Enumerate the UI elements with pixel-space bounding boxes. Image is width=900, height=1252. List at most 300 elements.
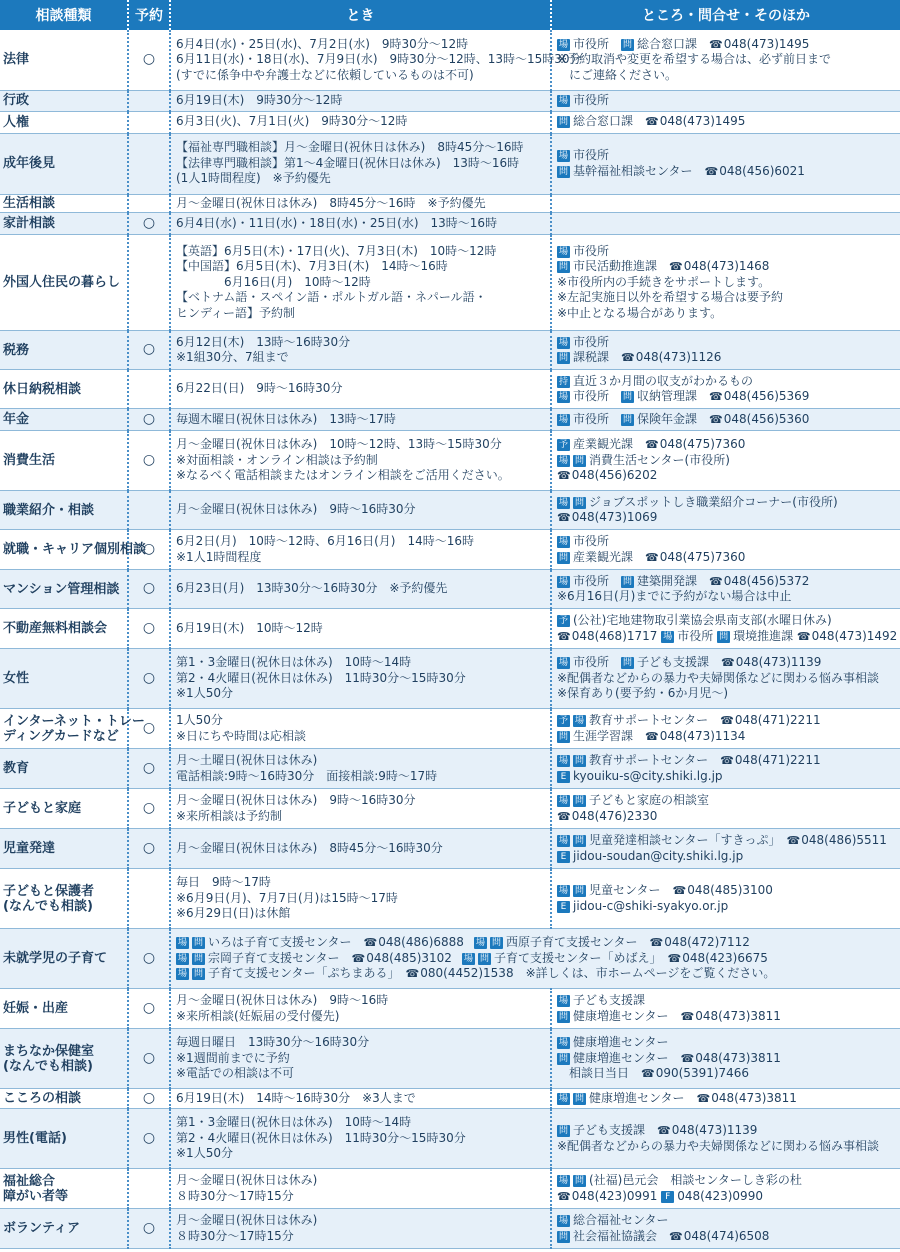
reservation-mark [128,491,170,530]
time-line: ※6月29日(日)は休館 [176,906,291,921]
wide-cell [170,929,900,989]
tag-badge: 場 [558,836,568,846]
info-text: 市役所 [573,243,610,258]
tag-badge: 持 [558,376,568,387]
info-cell [551,530,900,570]
info-text: 子育て支援センター「ぷちまある」 [208,966,406,981]
table-row [0,194,900,213]
phone-number: 048(485)3100 [687,883,773,897]
time-cell [170,90,551,111]
reservation-mark [128,111,170,133]
header-info: ところ・問合せ・そのほか [551,0,900,30]
info-line [557,713,897,729]
reservation-mark [128,133,170,194]
reservation-mark: ○ [128,530,170,570]
time-line: 【法律専門職相談】第1～4金曜日(祝休日は休み) 13時～16時 [176,155,520,170]
reservation-mark: ○ [128,431,170,491]
info-text: 課税課 [573,350,622,364]
info-text: (公社)宅地建物取引業協会県南支部(水曜日休み) [573,613,832,627]
info-text: 子ども支援課 [573,993,646,1007]
table-row [0,431,900,491]
info-cell [551,194,900,213]
info-text: jidou-c@shiki-syakyo.or.jp [573,898,729,913]
category-label: 妊娠・出産 [3,1001,69,1016]
info-text: いろは子育て支援センター [208,935,364,950]
category-cell [0,1209,128,1249]
info-line [557,37,897,53]
phone-icon: ☎ [557,1189,571,1203]
category-cell [0,431,128,491]
tag-badge: 問 [574,497,584,508]
phone-number: 048(473)1139 [671,1123,758,1137]
time-cell [170,235,551,331]
phone-number: 048(486)5511 [801,833,887,847]
tag-badge: 場 [558,392,568,402]
time-line: ※電話での相談は不可 [176,1066,295,1081]
info-line [557,793,897,809]
info-line [176,951,897,967]
info-line [557,148,897,164]
info-text: ※配偶者などからの暴力や夫婦関係などに関わる悩み事相談 [557,670,880,685]
info-line [557,1213,897,1229]
info-text: ※市役所内の手続きをサポートします。 [557,274,771,289]
info-line [557,350,897,366]
category-label: 福祉総合 [3,1173,56,1189]
table-row [0,409,900,431]
info-text: 教育サポートセンター [589,713,721,727]
time-line: 第1・3金曜日(祝休日は休み) 10時～14時 [176,655,412,670]
category-label: インターネット・トレー [3,713,145,729]
info-text: 市役所 [573,334,610,349]
info-line [557,613,897,629]
tag-badge: 問 [623,414,633,425]
time-line: 6月22日(日) 9時～16時30分 [176,381,343,396]
header-reservation: 予約 [128,0,170,30]
info-line [557,589,897,605]
info-text: 相談日当日 [557,1066,642,1081]
phone-icon: ☎ [696,1091,711,1105]
table-row [0,709,900,749]
phone-icon: ☎ [669,260,683,274]
info-cell [551,133,900,194]
reservation-mark [128,869,170,929]
info-line [557,1173,897,1189]
time-cell [170,1209,551,1249]
phone-number: 048(485)3102 [366,950,452,965]
category-cell [0,1089,128,1109]
time-line: 【中国語】6月5日(木)、7月3日(木) 14時～16時 [176,259,448,274]
info-text: 子育て支援センター「めばえ」 [493,950,668,965]
info-line [557,769,897,785]
time-line: (すでに係争中や弁護士などに依頼しているものは不可) [176,67,474,82]
tag-badge: 問 [558,166,568,177]
info-cell [551,869,900,929]
time-cell [170,1169,551,1209]
info-line [557,809,897,825]
info-text: 子ども支援課 [573,1123,658,1137]
info-text: ※左記実施日以外を希望する場合は要予約 [557,290,784,305]
category-label: 女性 [3,671,30,686]
reservation-mark: ○ [128,570,170,609]
phone-number: 048(473)1492 [811,628,898,643]
table-row [0,1029,900,1089]
reservation-mark: ○ [128,709,170,749]
info-text: kyouiku-s@city.shiki.lg.jp [573,768,723,783]
time-line: ８時30分～17時15分 [176,1188,294,1203]
phone-icon: ☎ [351,951,366,965]
category-label: 子どもと家庭 [3,801,82,816]
time-cell [170,111,551,133]
info-line [557,510,897,526]
phone-icon: ☎ [721,656,735,670]
time-line: 6月2日(月) 10時～12時、6月16日(月) 14時～16時 [176,534,474,548]
tag-badge: 問 [558,1053,568,1064]
reservation-mark: ○ [128,331,170,370]
time-line: 第1・3金曜日(祝休日は休み) 10時～14時 [176,1115,412,1130]
table-row [0,30,900,90]
category-label: 年金 [3,412,30,427]
time-line: 電話相談:9時～16時30分 面接相談:9時～17時 [176,768,438,783]
info-text: 総合窓口課 [637,36,710,51]
tag-badge: 場 [558,497,568,508]
info-cell [551,409,900,431]
info-text: ジョブスポットしき職業紹介コーナー(市役所) [589,494,838,509]
tag-badge: 問 [193,953,203,964]
table-row [0,331,900,370]
category-label: 職業紹介・相談 [3,502,95,518]
info-line [557,686,897,702]
tag-badge: 問 [623,658,633,669]
info-text: 市役所 [573,534,610,548]
info-cell [551,331,900,370]
reservation-mark: ○ [128,213,170,235]
table-row [0,1209,900,1249]
phone-icon: ☎ [669,1229,683,1243]
time-line: 6月19日(木) 14時～16時30分 ※3人まで [176,1090,416,1105]
tag-badge: 場 [663,631,673,642]
time-line: ※来所相談は予約制 [176,808,283,823]
info-cell [551,789,900,829]
tag-badge: 場 [558,1093,568,1104]
category-label: 不動産無料相談会 [3,621,108,636]
category-cell [0,789,128,829]
info-line [557,1051,897,1067]
time-line: ※日にちや時間は応相談 [176,728,307,743]
info-line [557,671,897,687]
info-line [557,534,897,550]
table-row [0,609,900,649]
reservation-mark: ○ [128,1109,170,1169]
info-text: にご連絡ください。 [557,67,678,82]
table-row [0,370,900,409]
reservation-mark: ○ [128,929,170,989]
time-line: 月～金曜日(祝休日は休み) 9時～16時 [176,993,389,1007]
phone-number: 048(473)1069 [571,510,658,524]
info-cell [551,649,900,709]
table-row [0,789,900,829]
phone-number: 048(473)1139 [735,655,822,670]
info-text: 市役所 [573,36,622,51]
info-line [557,833,897,849]
info-line [557,883,897,899]
info-line [557,306,897,322]
info-line [557,468,897,484]
category-label: 就職・キャリア個別相談 [3,542,147,557]
info-cell [551,370,900,409]
time-cell [170,370,551,409]
info-line [557,68,897,84]
time-cell [170,530,551,570]
info-text: 生涯学習課 [573,728,646,743]
time-line: 毎週日曜日 13時30分～16時30分 [176,1035,370,1050]
time-cell [170,829,551,869]
phone-number: 048(423)0991 [571,1188,658,1203]
category-label: 児童発達 [3,841,56,856]
info-text: 健康増進センター [589,1090,697,1105]
phone-number: 048(468)1717 [571,628,658,643]
header-time: とき [170,0,551,30]
phone-number: 048(456)6202 [571,468,658,483]
tag-badge: 場 [558,337,568,348]
info-line [557,164,897,180]
info-cell [551,1089,900,1109]
reservation-mark: ○ [128,789,170,829]
phone-icon: ☎ [667,951,682,965]
phone-number: 048(473)3811 [695,1008,781,1023]
phone-number: 048(473)1468 [683,259,770,274]
reservation-mark: ○ [128,649,170,709]
info-line [176,935,897,951]
info-text: 保険年金課 [637,411,710,426]
tag-badge: 問 [558,117,568,128]
table-row [0,929,900,989]
category-cell [0,1109,128,1169]
time-line: 【福祉専門職相談】月～金曜日(祝休日は休み) 8時45分～16時 [176,140,524,155]
table-row [0,570,900,609]
table-body [0,30,900,1249]
time-line: 毎週木曜日(祝休日は休み) 13時～17時 [176,411,396,426]
tag-badge: 問 [574,836,584,846]
time-cell [170,331,551,370]
info-text: 西原子育て支援センター [505,935,650,950]
info-line [557,453,897,469]
info-line [557,574,897,590]
tag-badge: 場 [558,151,568,161]
category-cell [0,649,128,709]
time-line: 6月11日(水)・18日(水)、7月9日(水) 9時30分～12時、13時～15時30分 [176,52,582,66]
table-row [0,133,900,194]
phone-number: 048(473)1134 [659,728,746,743]
info-cell [551,570,900,609]
info-cell [551,709,900,749]
category-cell [0,869,128,929]
time-line: ※1人50分 [176,1146,233,1161]
tag-badge: E [557,771,570,783]
category-label: (なんでも相談) [3,898,93,914]
info-text: 健康増進センター [573,1008,681,1023]
phone-number: 048(456)5360 [723,411,810,426]
reservation-mark: ○ [128,1089,170,1109]
info-text: 総合福祉センター [573,1213,669,1227]
phone-icon: ☎ [796,629,811,643]
tag-badge: 問 [574,1093,584,1104]
reservation-mark: ○ [128,749,170,789]
phone-icon: ☎ [657,1124,671,1137]
time-cell [170,749,551,789]
phone-icon: ☎ [621,351,635,364]
category-cell [0,111,128,133]
info-line [557,1139,897,1155]
phone-icon: ☎ [645,115,659,129]
phone-icon: ☎ [786,834,801,847]
time-line: 6月19日(木) 9時30分～12時 [176,92,343,107]
category-cell [0,989,128,1029]
time-line: 6月16日(月) 10時～12時 [176,274,371,289]
category-label: 法律 [3,52,30,68]
tag-badge: 問 [623,576,633,587]
category-label: 消費生活 [3,453,56,468]
tag-badge: 場 [463,953,473,964]
phone-icon: ☎ [649,936,664,950]
tag-badge: 場 [558,414,568,425]
info-line [557,244,897,260]
time-line: ※1組30分、7組まで [176,350,289,364]
phone-icon: ☎ [672,884,687,897]
info-cell [551,609,900,649]
phone-icon: ☎ [704,164,719,178]
category-cell [0,30,128,90]
tag-badge: 問 [558,353,568,363]
phone-number: 048(456)5369 [723,389,810,403]
reservation-mark: ○ [128,829,170,869]
time-line: (1人1時間程度) ※予約優先 [176,171,331,186]
phone-number: 048(475)7360 [659,549,746,564]
category-label: 税務 [3,342,30,358]
time-cell [170,570,551,609]
time-line: 月～金曜日(祝休日は休み) 10時～12時、13時～15時30分 [176,437,502,452]
tag-badge: 場 [558,576,568,587]
info-text: jidou-soudan@city.shiki.lg.jp [573,848,744,863]
table-row [0,989,900,1029]
time-line: 1人50分 [176,713,223,727]
category-label: 外国人住民の暮らし [3,275,121,290]
category-cell [0,929,128,989]
info-text: ※予約取消や変更を希望する場合は、必ず前日まで [557,52,832,66]
time-line: 第2・4火曜日(祝休日は休み) 11時30分～15時30分 [176,1130,466,1145]
phone-number: 048(471)2211 [734,713,821,727]
table-row [0,649,900,709]
table-row [0,1169,900,1209]
time-cell [170,1109,551,1169]
info-line [557,1189,897,1205]
phone-icon: ☎ [709,37,723,51]
info-line [557,753,897,769]
info-cell [551,749,900,789]
category-label: 生活相談 [3,195,56,211]
info-cell [551,111,900,133]
info-text: ※配偶者などからの暴力や夫婦関係などに関わる悩み事相談 [557,1138,880,1153]
phone-icon: ☎ [645,550,659,564]
info-text: 子どもと家庭の相談室 [589,793,710,807]
category-cell [0,235,128,331]
info-text: 子ども支援課 [637,655,722,670]
time-line: 月～金曜日(祝休日は休み) 9時～16時30分 [176,793,416,807]
time-line: 月～金曜日(祝休日は休み) 8時45分～16時 ※予約優先 [176,195,486,210]
phone-number: 048(476)2330 [571,808,658,823]
info-line [557,275,897,291]
reservation-mark: ○ [128,30,170,90]
category-cell [0,530,147,570]
tag-badge: 問 [558,262,568,273]
info-cell [551,431,900,491]
time-line: 6月23日(月) 13時30分～16時30分 ※予約優先 [176,581,448,596]
tag-badge: 場 [558,1216,568,1226]
info-text: 健康増進センター [573,1050,681,1065]
category-label: 人権 [3,114,30,130]
tag-badge: 問 [574,796,584,806]
tag-badge: 問 [558,731,568,742]
time-line: 月～金曜日(祝休日は休み) [176,1213,318,1227]
info-cell [551,90,900,111]
info-text: 消費生活センター(市役所) [589,452,730,467]
category-cell [0,194,128,213]
phone-icon: ☎ [680,1009,695,1023]
time-cell [170,609,551,649]
phone-number: 048(473)3811 [711,1090,797,1105]
tag-badge: 問 [574,1176,584,1186]
phone-icon: ☎ [709,390,723,403]
category-label: 家計相談 [3,216,56,231]
tag-badge: 場 [574,716,584,726]
info-text: 宗岡子育て支援センター [208,950,352,965]
category-cell [0,749,128,789]
info-text: 収納管理課 [637,389,710,403]
time-line: ※対面相談・オンライン相談は予約制 [176,452,378,467]
time-cell [170,1029,551,1089]
tag-badge: 予 [558,440,568,451]
info-text: 市役所 [573,655,622,670]
tag-badge: 問 [558,1231,568,1242]
phone-number: 048(473)1495 [723,36,810,51]
table-row [0,491,900,530]
category-label: ディングカードなど [3,728,119,744]
phone-icon: ☎ [557,629,571,643]
info-line [557,1009,897,1025]
time-line: 毎日 9時～17時 [176,875,271,890]
category-label: マンション管理相談 [3,581,120,597]
info-cell [551,829,900,869]
tag-badge: 問 [623,39,633,50]
time-cell [170,789,551,829]
category-cell [0,90,128,111]
time-line: 第2・4火曜日(祝休日は休み) 11時30分～15時30分 [176,670,466,685]
info-line [557,114,897,130]
info-text: 産業観光課 [573,437,646,452]
tag-badge: 問 [623,392,633,402]
category-cell [0,709,145,749]
time-line: 【英語】6月5日(木)・17日(火)、7月3日(木) 10時～12時 [176,243,497,258]
tag-badge: 場 [558,537,568,547]
info-text: ※保育あり(要予約・6か月児～) [557,686,729,701]
info-line [557,1229,897,1245]
tag-badge: E [557,851,570,863]
tag-badge: 問 [719,631,729,642]
tag-badge: 場 [558,1038,568,1049]
info-line [557,1123,897,1139]
reservation-mark: ○ [128,609,170,649]
info-cell [551,1209,900,1249]
category-cell [0,331,128,370]
